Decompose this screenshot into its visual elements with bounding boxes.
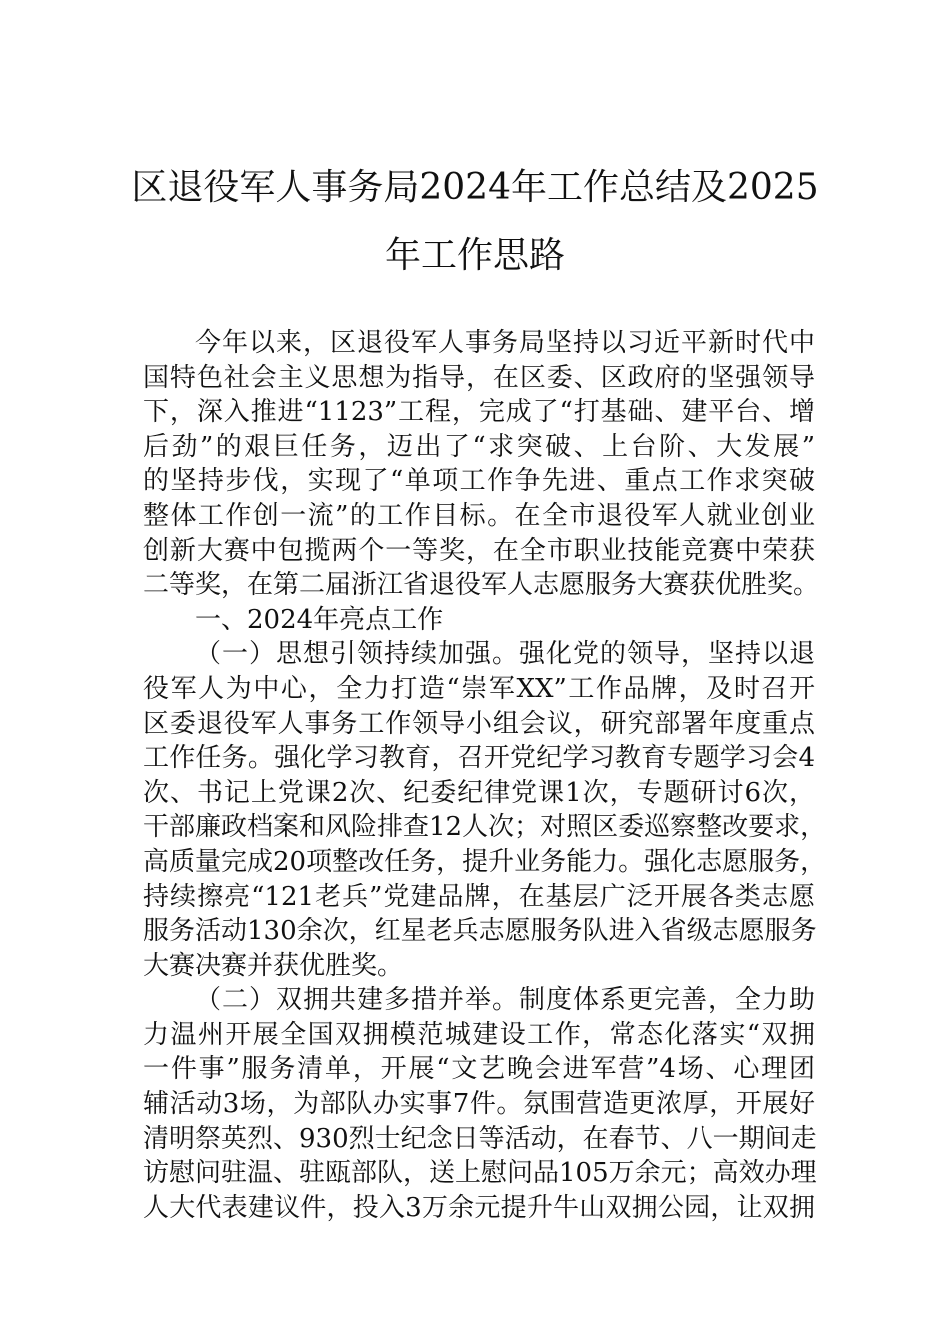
paragraph-line: 工作任务。强化学习教育，召开党纪学习教育专题学习会4	[143, 743, 815, 774]
paragraph-line: 一件事”服务清单，开展“文艺晚会进军营”4场、心理团	[143, 1054, 815, 1085]
paragraph-line: （二）双拥共建多措并举。制度体系更完善，全力助	[195, 985, 815, 1016]
paragraph-line: 下，深入推进“1123”工程，完成了“打基础、建平台、增	[143, 397, 815, 428]
paragraph-line: （一）思想引领持续加强。强化党的领导，坚持以退	[195, 639, 815, 670]
paragraph-line: 高质量完成20项整改任务，提升业务能力。强化志愿服务，	[143, 846, 827, 877]
paragraph-line: 今年以来，区退役军人事务局坚持以习近平新时代中	[195, 328, 815, 358]
paragraph-line: 访慰问驻温、驻瓯部队，送上慰问品105万余元；高效办理	[143, 1158, 817, 1189]
paragraph-line: 区委退役军人事务工作领导小组会议，研究部署年度重点	[143, 708, 815, 739]
paragraph-line: 人大代表建议件，投入3万余元提升牛山双拥公园，让双拥	[143, 1192, 815, 1223]
paragraph-line: 辅活动3场，为部队办实事7件。氛围营造更浓厚，开展好	[143, 1089, 815, 1120]
section-heading: 一、2024年亮点工作	[195, 604, 444, 635]
paragraph-line: 后劲”的艰巨任务，迈出了“求突破、上台阶、大发展”	[143, 431, 815, 462]
paragraph-line: 服务活动130余次，红星老兵志愿服务队进入省级志愿服务	[143, 916, 817, 947]
document-body	[143, 326, 827, 1225]
paragraph-line: 力温州开展全国双拥模范城建设工作，常态化落实“双拥	[143, 1019, 815, 1050]
paragraph-line: 国特色社会主义思想为指导，在区委、区政府的坚强领导	[143, 362, 815, 393]
paragraph-line: 的坚持步伐，实现了“单项工作争先进、重点工作求突破	[143, 466, 815, 497]
paragraph-line: 清明祭英烈、930烈士纪念日等活动，在春节、八一期间走	[143, 1123, 817, 1154]
paragraph-line: 次、书记上党课2次、纪委纪律党课1次，专题研讨6次，	[143, 777, 815, 808]
paragraph-line: 整体工作创一流”的工作目标。在全市退役军人就业创业	[143, 500, 815, 531]
document-title-line-2: 年工作思路	[384, 235, 565, 276]
paragraph-line: 大赛决赛并获优胜奖。	[143, 950, 404, 981]
paragraph-line: 持续擦亮“121老兵”党建品牌，在基层广泛开展各类志愿	[143, 881, 815, 912]
document-title-line-1: 区退役军人事务局2024年工作总结及2025	[131, 167, 819, 208]
paragraph-line: 干部廉政档案和风险排查12人次；对照区委巡察整改要求，	[143, 812, 827, 843]
paragraph-line: 创新大赛中包揽两个一等奖，在全市职业技能竞赛中荣获	[143, 535, 815, 566]
paragraph-line: 二等奖，在第二届浙江省退役军人志愿服务大赛获优胜奖。	[143, 570, 820, 601]
paragraph-line: 役军人为中心，全力打造“崇军XX”工作品牌，及时召开	[143, 673, 815, 704]
